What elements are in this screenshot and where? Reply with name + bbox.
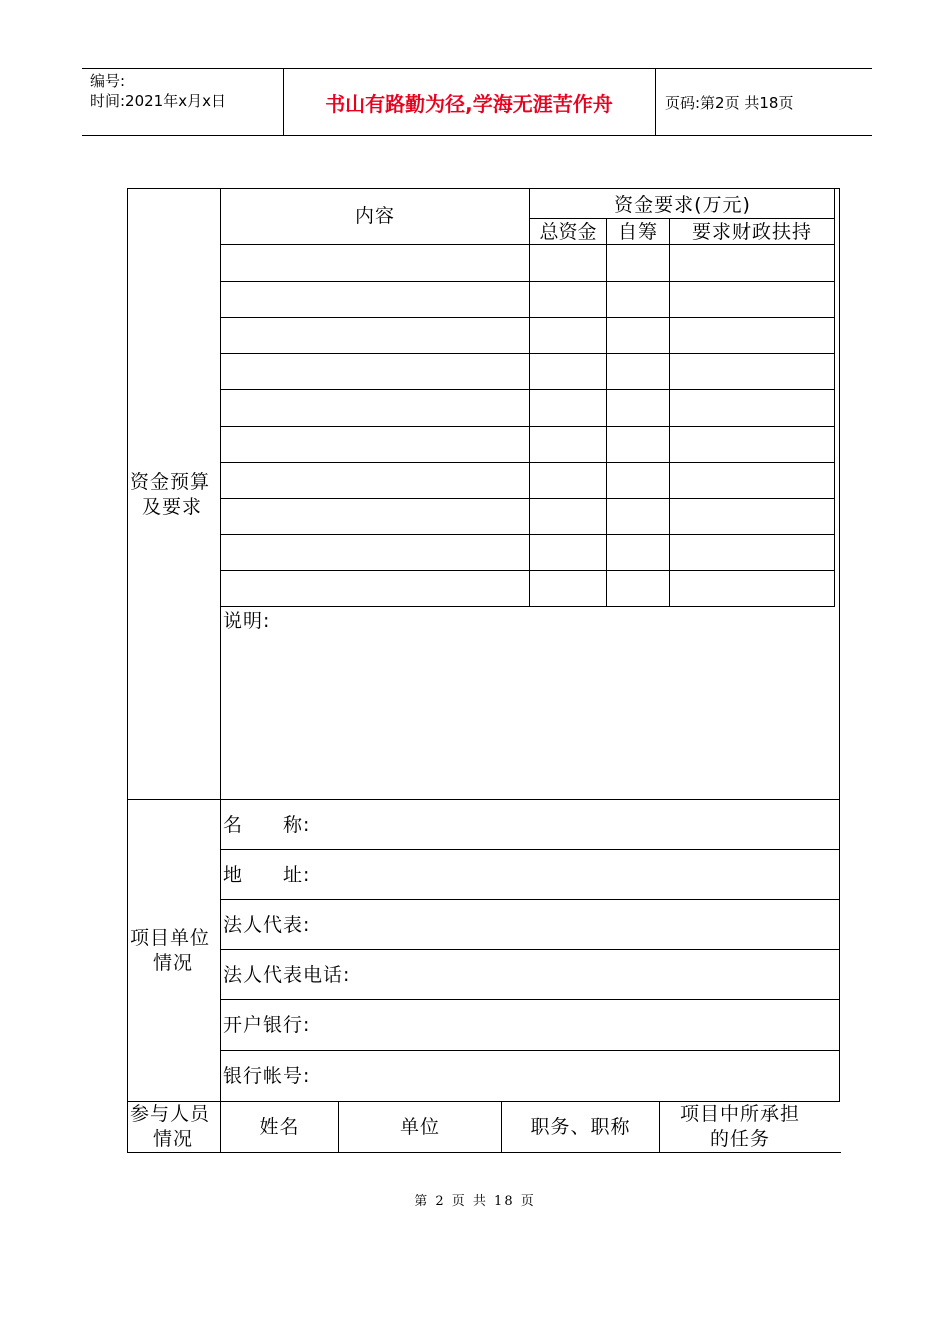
header-top-rule (82, 68, 872, 69)
participant-name-header: 姓名 (259, 1116, 300, 1138)
header-motto: 书山有路勤为径,学海无涯苦作舟 (325, 92, 613, 116)
fiscal-support-header: 要求财政扶持 (691, 221, 812, 243)
participant-task-header-line1: 项目中所承担 (679, 1103, 800, 1125)
unit-section-label-line2: 情况 (153, 952, 194, 974)
table-row (221, 534, 835, 535)
bank-account-field[interactable]: 银行帐号: (223, 1065, 311, 1087)
unit-field-rule (221, 999, 840, 1000)
unit-section-label-line1: 项目单位 (130, 927, 211, 949)
funds-header-rule (529, 218, 835, 219)
total-col-divider (606, 218, 607, 607)
budget-section-label-line1: 资金预算 (130, 471, 211, 493)
table-row (221, 462, 835, 463)
budget-content-divider (529, 188, 530, 607)
label-column-divider (220, 188, 221, 1153)
participant-unit-header: 单位 (399, 1116, 440, 1138)
outer-left-border (127, 188, 128, 1153)
document-number-label: 编号: (90, 72, 126, 90)
table-row (221, 606, 835, 607)
unit-field-rule (221, 899, 840, 900)
budget-inner-right-border (834, 188, 835, 607)
header-bottom-rule (82, 135, 872, 136)
table-row (221, 244, 835, 245)
unit-field-rule (221, 1050, 840, 1051)
table-row (221, 498, 835, 499)
page-footer: 第 2 页 共 18 页 (414, 1194, 536, 1209)
unit-section-top-rule (127, 799, 840, 800)
content-column-header: 内容 (354, 205, 395, 227)
page-number-label: 页码:第2页 共18页 (665, 94, 794, 112)
legal-representative-field[interactable]: 法人代表: (223, 914, 311, 936)
participant-task-header-line2: 的任务 (709, 1128, 770, 1150)
budget-note-label: 说明: (223, 610, 271, 632)
participant-title-header: 职务、职称 (530, 1116, 631, 1138)
funds-requirement-header: 资金要求(万元) (614, 194, 751, 216)
document-date-label: 时间:2021年x月x日 (90, 92, 226, 110)
unit-field-rule (221, 849, 840, 850)
table-row (221, 389, 835, 390)
header-divider-right (655, 69, 656, 135)
table-row (221, 426, 835, 427)
unit-address-field[interactable]: 地 址: (223, 864, 311, 886)
outer-top-border (127, 188, 840, 189)
table-row (221, 353, 835, 354)
unit-field-rule (221, 949, 840, 950)
table-row (221, 570, 835, 571)
outer-bottom-border (127, 1152, 841, 1153)
legal-representative-phone-field[interactable]: 法人代表电话: (223, 964, 351, 986)
bank-name-field[interactable]: 开户银行: (223, 1014, 311, 1036)
table-row (221, 317, 835, 318)
table-row (221, 281, 835, 282)
self-raised-header: 自筹 (617, 221, 658, 243)
total-funds-header: 总资金 (539, 221, 597, 243)
outer-right-border (839, 188, 840, 1102)
unit-name-field[interactable]: 名 称: (223, 814, 311, 836)
participants-section-label-line2: 情况 (153, 1128, 194, 1150)
budget-section-label-line2: 及要求 (142, 496, 203, 518)
self-col-divider (669, 218, 670, 607)
participants-section-label-line1: 参与人员 (130, 1103, 211, 1125)
